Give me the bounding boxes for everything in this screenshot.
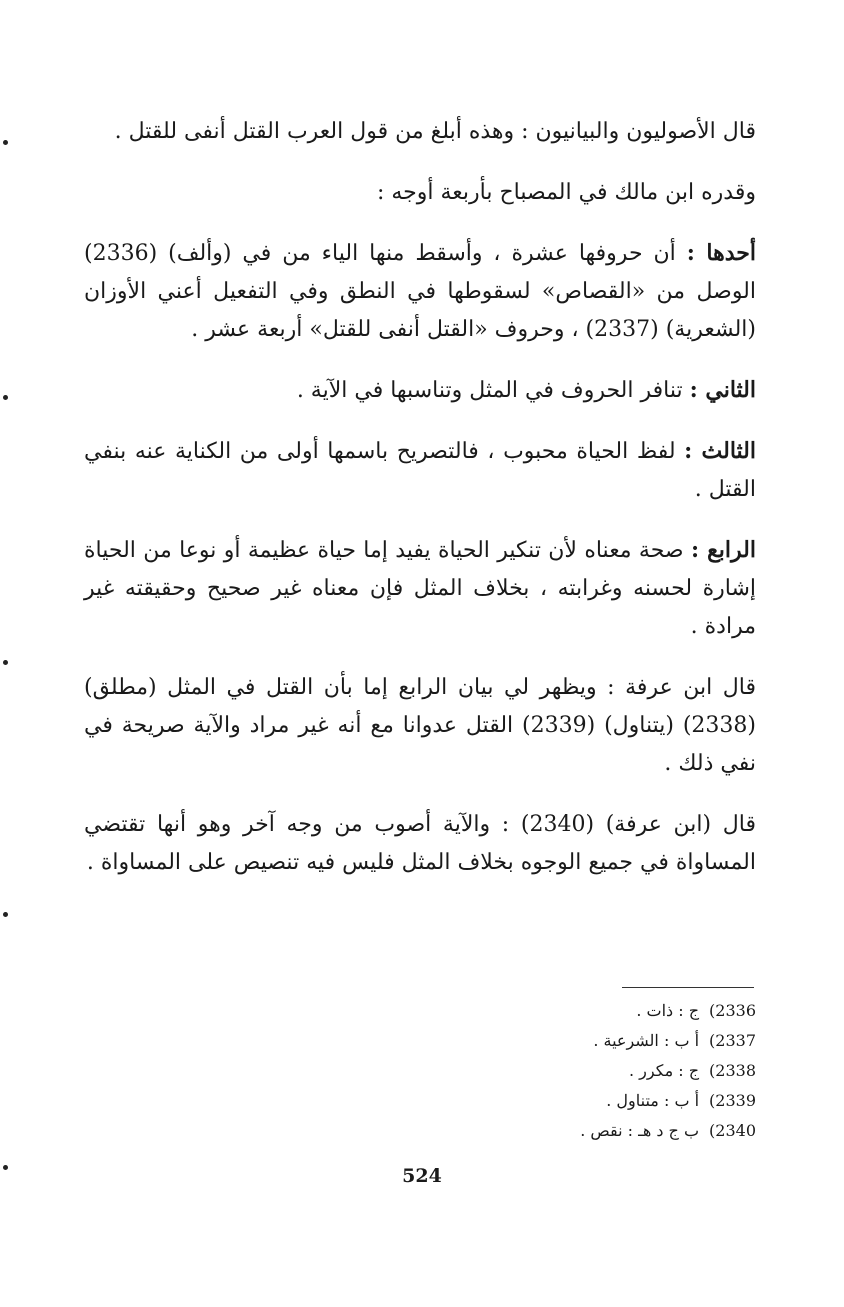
paragraph-3 [84,234,756,349]
footnote-2337 [400,1026,756,1056]
paragraph-1-text: قال الأصوليون والبيانيون : وهذه أبلغ من قول العرب القتل أنفى للقتل . [114,119,756,144]
paragraph-6-text: صحة معناه لأن تنكير الحياة يفيد إما حياة عظيمة أو نوعا من الحياة إشارة لحسنه وغرابته ، بخلاف المثل فإن معناه غير صحيح وحقيقته غير مرادة . [84,538,756,639]
scan-mark [3,140,8,145]
paragraph-4 [84,371,756,410]
paragraph-8-text: قال (ابن عرفة) (2340) : والآية أصوب من وجه آخر وهو أنها تقتضي المساواة في جميع الوجوه بخلاف المثل فليس فيه تنصيص على المساواة . [84,812,756,875]
scan-mark [3,660,8,665]
footnote-number: (2337 [709,1031,756,1050]
paragraph-2 [84,173,756,212]
scan-mark [3,395,8,400]
footnote-2339 [400,1086,756,1116]
paragraph-3-text: أن حروفها عشرة ، وأسقط منها الياء من في (وألف) (2336) الوصل من «القصاص» لسقوطها في النطق وفي التفعيل أعني الأوزان (الشعرية) (2337) ، وحروف «القتل أنفى للقتل» أربعة عشر . [84,241,756,342]
paragraph-6 [84,531,756,646]
paragraph-7 [84,668,756,783]
footnote-text: أ ب : متناول . [606,1091,700,1110]
footnote-text: ج : مكرر . [629,1061,700,1080]
paragraph-5-lead: الثالث : [684,438,756,464]
paragraph-5-text: لفظ الحياة محبوب ، فالتصريح باسمها أولى من الكناية عنه بنفي القتل . [84,439,756,502]
footnote-number: (2336 [709,1001,756,1020]
paragraph-3-lead: أحدها : [686,240,756,266]
paragraph-7-text: قال ابن عرفة : ويظهر لي بيان الرابع إما بأن القتل في المثل (مطلق) (2338) (يتناول) (2339) القتل عدوانا مع أنه غير مراد والآية صريحة في نفي ذلك . [84,675,757,776]
paragraph-8 [84,805,756,882]
footnote-divider [622,987,754,988]
paragraph-5 [84,432,756,509]
footnote-2336 [400,996,756,1026]
footnote-text: ب ج د هـ : نقص . [580,1121,700,1140]
page-number: 524 [402,1165,442,1187]
footnote-text: ج : ذات . [636,1001,700,1020]
footnote-number: (2340 [709,1121,756,1140]
paragraph-1 [84,112,756,151]
paragraph-4-lead: الثاني : [689,377,756,403]
footnote-number: (2338 [709,1061,756,1080]
paragraph-4-text: تنافر الحروف في المثل وتناسبها في الآية . [296,378,683,403]
footnote-number: (2339 [709,1091,756,1110]
footnote-2340 [400,1116,756,1146]
scan-mark [3,1165,8,1170]
footnotes [400,996,756,1146]
footnote-text: أ ب : الشرعية . [593,1031,700,1050]
main-text [84,112,756,904]
scan-mark [3,912,8,917]
paragraph-6-lead: الرابع : [690,537,756,563]
paragraph-2-text: وقدره ابن مالك في المصباح بأربعة أوجه : [376,180,756,205]
footnote-2338 [400,1056,756,1086]
